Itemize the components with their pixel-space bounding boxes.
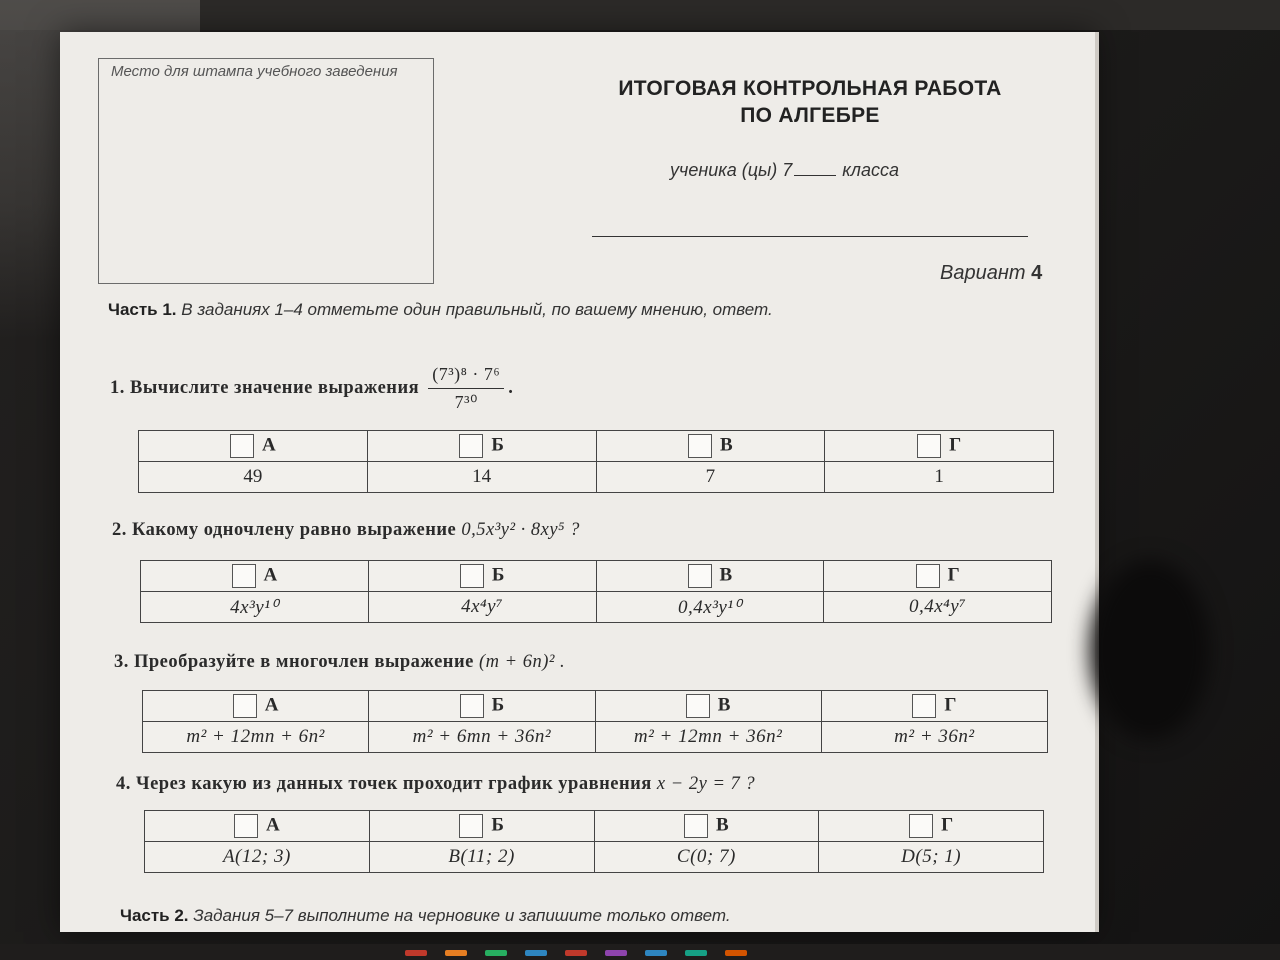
variant — [940, 262, 1042, 285]
task-2-answer-a: 4x³y¹⁰ — [141, 592, 369, 623]
option-letter: Г — [941, 814, 954, 836]
task-1-number: 1. — [110, 377, 125, 398]
task-3-text: Преобразуйте в многочлен выражение — [134, 652, 474, 672]
part1-text: В заданиях 1–4 отметьте один правильный, по вашему мнению, ответ. — [181, 300, 773, 319]
task-2-answer-v: 0,4x³y¹⁰ — [596, 592, 824, 623]
task-4-answer-v: C(0; 7) — [594, 842, 819, 873]
task-1-text: Вычислите значение выражения — [130, 377, 420, 398]
taskbar-app-icon[interactable] — [605, 950, 627, 956]
task-4-option-g[interactable] — [819, 811, 1044, 842]
option-letter: Б — [491, 814, 504, 836]
option-letter: Б — [491, 564, 505, 586]
task-2-answer-g: 0,4x⁴y⁷ — [824, 592, 1052, 623]
checkbox-icon[interactable] — [233, 694, 257, 718]
part2-label: Часть 2. — [120, 906, 189, 925]
task-3-answer-table — [142, 690, 1048, 753]
taskbar-app-icon[interactable] — [725, 950, 747, 956]
task-4-number: 4. — [116, 774, 131, 794]
checkbox-icon[interactable] — [688, 434, 712, 458]
task-2-text: Какому одночлену равно выражение — [132, 520, 457, 540]
taskbar-app-icon[interactable] — [445, 950, 467, 956]
checkbox-icon[interactable] — [916, 564, 940, 588]
checkbox-icon[interactable] — [232, 564, 256, 588]
checkbox-icon[interactable] — [460, 694, 484, 718]
variant-number: 4 — [1031, 262, 1043, 284]
task-3-option-a[interactable] — [143, 691, 369, 722]
name-line[interactable] — [592, 236, 1028, 237]
task-1-answer-v: 7 — [596, 462, 825, 493]
task-1-answer-b: 14 — [367, 462, 596, 493]
taskbar-app-icon[interactable] — [645, 950, 667, 956]
option-letter: Г — [949, 434, 962, 456]
task-1-answer-table — [138, 430, 1054, 493]
title-line-2: ПО АЛГЕБРЕ — [740, 104, 880, 127]
option-letter: В — [720, 434, 733, 456]
task-3 — [114, 652, 565, 673]
task-1-answer-a: 49 — [139, 462, 368, 493]
checkbox-icon[interactable] — [230, 434, 254, 458]
sheet-edge — [1095, 32, 1099, 932]
option-letter: Г — [947, 564, 960, 586]
task-4-option-a[interactable] — [145, 811, 370, 842]
option-letter: А — [262, 434, 276, 456]
option-letter: А — [266, 814, 280, 836]
task-1-numerator: (7³)⁸ · 7⁶ — [428, 364, 504, 389]
variant-label: Вариант — [940, 262, 1026, 284]
task-1-option-g[interactable] — [825, 431, 1054, 462]
task-2 — [112, 520, 580, 541]
checkbox-icon[interactable] — [234, 814, 258, 838]
task-3-option-v[interactable] — [595, 691, 821, 722]
stamp-label: Место для штампа учебного заведения — [111, 63, 398, 80]
task-3-answer-v: m² + 12mn + 36n² — [595, 722, 821, 753]
checkbox-icon[interactable] — [909, 814, 933, 838]
checkbox-icon[interactable] — [684, 814, 708, 838]
task-4-option-v[interactable] — [594, 811, 819, 842]
checkbox-icon[interactable] — [459, 814, 483, 838]
task-4-answer-g: D(5; 1) — [819, 842, 1044, 873]
student-suffix: класса — [842, 160, 899, 180]
task-2-answer-b: 4x⁴y⁷ — [368, 592, 596, 623]
class-blank[interactable] — [794, 175, 836, 176]
task-2-option-g[interactable] — [824, 561, 1052, 592]
task-4 — [116, 774, 755, 795]
part1-label: Часть 1. — [108, 300, 177, 319]
task-1-denominator: 7³⁰ — [454, 392, 478, 412]
task-1-option-a[interactable] — [139, 431, 368, 462]
checkbox-icon[interactable] — [459, 434, 483, 458]
option-letter: А — [264, 694, 279, 716]
task-1-fraction — [428, 364, 504, 413]
task-2-option-b[interactable] — [368, 561, 596, 592]
part2-text: Задания 5–7 выполните на черновике и запишите только ответ. — [193, 906, 731, 925]
test-sheet — [60, 32, 1095, 932]
option-letter: Б — [491, 694, 505, 716]
task-3-option-b[interactable] — [369, 691, 595, 722]
taskbar-app-icon[interactable] — [405, 950, 427, 956]
camera-shadow — [1090, 560, 1210, 740]
checkbox-icon[interactable] — [460, 564, 484, 588]
task-1-option-v[interactable] — [596, 431, 825, 462]
task-3-answer-a: m² + 12mn + 6n² — [143, 722, 369, 753]
option-letter: В — [716, 814, 729, 836]
task-4-expression: x − 2y = 7 ? — [656, 774, 756, 794]
student-line — [670, 160, 899, 181]
checkbox-icon[interactable] — [686, 694, 710, 718]
task-3-answer-b: m² + 6mn + 36n² — [369, 722, 595, 753]
option-letter: Г — [944, 694, 957, 716]
task-1-option-b[interactable] — [367, 431, 596, 462]
task-4-text: Через какую из данных точек проходит график уравнения — [136, 774, 652, 794]
checkbox-icon[interactable] — [917, 434, 941, 458]
task-3-expression: (m + 6n)² . — [478, 652, 566, 672]
task-4-option-b[interactable] — [369, 811, 594, 842]
taskbar-app-icon[interactable] — [565, 950, 587, 956]
part1-heading — [108, 300, 773, 320]
taskbar — [0, 944, 1280, 960]
task-3-answer-g: m² + 36n² — [821, 722, 1047, 753]
task-1: 1. Вычислите значение выражения $\frac{\text{(7³)⁸ · 7⁶}}{\text{7³⁰}}$ . — [110, 364, 514, 412]
taskbar-app-icon[interactable] — [525, 950, 547, 956]
task-2-option-a[interactable] — [141, 561, 369, 592]
taskbar-app-icon[interactable] — [485, 950, 507, 956]
taskbar-app-icon[interactable] — [685, 950, 707, 956]
part2-heading — [120, 906, 731, 926]
option-letter: А — [263, 564, 278, 586]
student-prefix: ученика (цы) 7 — [670, 160, 793, 180]
option-letter: В — [719, 564, 733, 586]
task-4-answer-a: A(12; 3) — [145, 842, 370, 873]
task-4-answer-table — [144, 810, 1044, 873]
option-letter: В — [717, 694, 731, 716]
stamp-box — [98, 58, 434, 284]
option-letter: Б — [491, 434, 504, 456]
task-3-number: 3. — [114, 652, 129, 672]
task-3-option-g[interactable] — [821, 691, 1047, 722]
checkbox-icon[interactable] — [912, 694, 936, 718]
task-2-number: 2. — [112, 520, 127, 540]
task-1-answer-g: 1 — [825, 462, 1054, 493]
title-line-1: ИТОГОВАЯ КОНТРОЛЬНАЯ РАБОТА — [618, 77, 1002, 100]
task-2-expression: 0,5x³y² · 8xy⁵ ? — [461, 520, 580, 540]
task-2-answer-table — [140, 560, 1052, 623]
checkbox-icon[interactable] — [688, 564, 712, 588]
task-4-answer-b: B(11; 2) — [369, 842, 594, 873]
task-2-option-v[interactable] — [596, 561, 824, 592]
